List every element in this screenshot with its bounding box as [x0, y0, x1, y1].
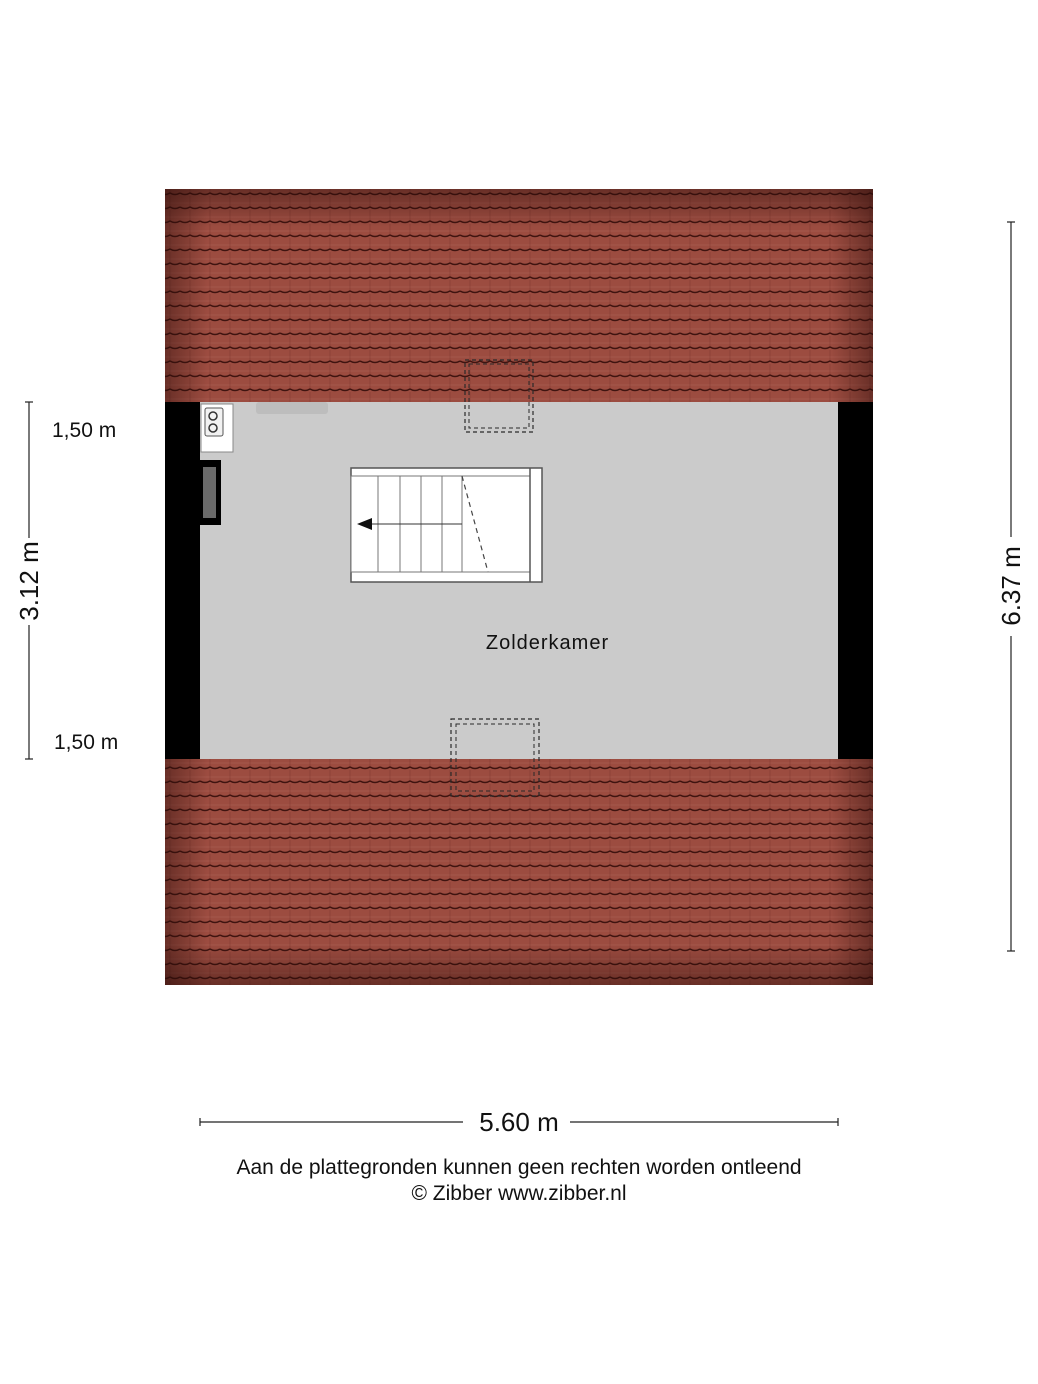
- staircase: [351, 468, 542, 582]
- copyright-text: © Zibber www.zibber.nl: [411, 1182, 627, 1205]
- disclaimer-text: Aan de plattegronden kunnen geen rechten worden ontleend: [236, 1156, 802, 1179]
- bottom-section-dimension: 1,50 m: [54, 731, 119, 754]
- room-depth-dimension: 3.12 m: [14, 541, 44, 621]
- roof-top: [165, 189, 873, 402]
- top-section-dimension: 1,50 m: [52, 419, 117, 442]
- total-depth-dimension: 6.37 m: [996, 546, 1026, 626]
- wall-left: [165, 402, 200, 759]
- room-label: Zolderkamer: [485, 632, 610, 654]
- total-width-dimension: 5.60 m: [479, 1107, 559, 1137]
- chimney-icon: [198, 460, 221, 525]
- boiler-icon: [201, 404, 233, 452]
- roof-bottom: [165, 759, 873, 985]
- wall-right: [838, 402, 873, 759]
